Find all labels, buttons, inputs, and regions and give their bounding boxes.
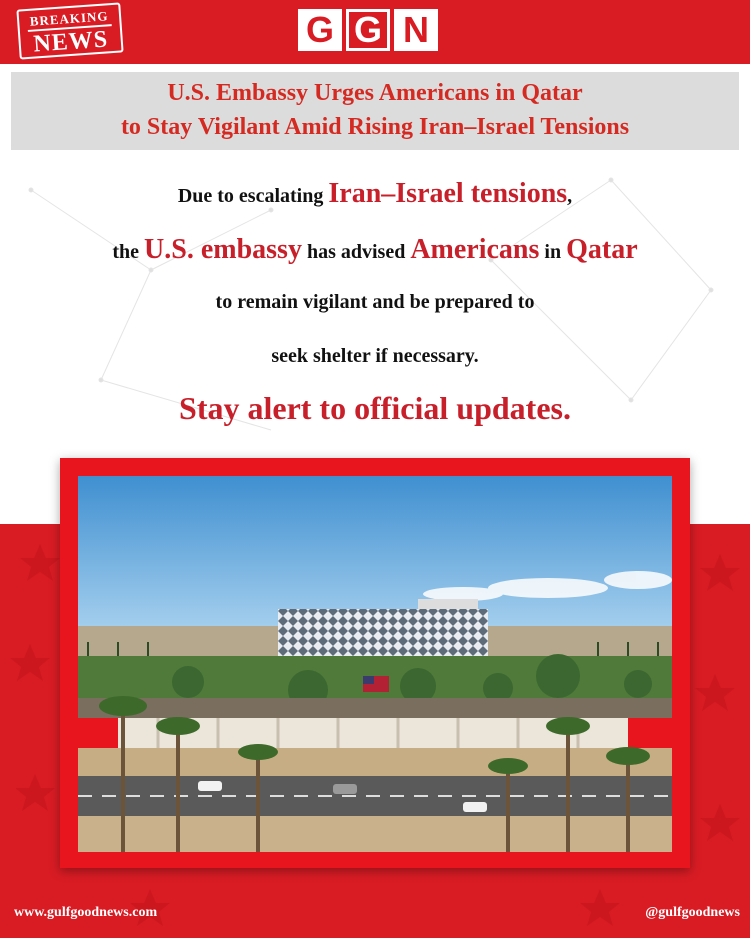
- social-handle[interactable]: @gulfgoodnews: [645, 905, 740, 920]
- stamp-line2: NEWS: [32, 26, 109, 58]
- body-line-3: to remain vigilant and be prepared to: [215, 291, 535, 313]
- embassy-building-photo: [78, 476, 672, 852]
- highlight-text: Qatar: [566, 234, 638, 265]
- highlight-text: Americans: [410, 234, 540, 265]
- highlight-text: U.S. embassy: [144, 234, 302, 265]
- ggn-logo: [298, 9, 438, 51]
- breaking-news-stamp: [16, 2, 123, 59]
- body-line-4: seek shelter if necessary.: [271, 345, 479, 367]
- website-link[interactable]: www.gulfgoodnews.com: [14, 905, 158, 920]
- body-text: the: [112, 241, 145, 263]
- body-text: Due to escalating: [177, 185, 329, 207]
- desert-landscape: [78, 748, 672, 776]
- car: [463, 802, 487, 812]
- headline-line1: U.S. Embassy Urges Americans in Qatar: [167, 80, 583, 106]
- highlight-text: Iran–Israel tensions: [328, 178, 568, 209]
- logo-letter-2: G: [346, 9, 390, 51]
- car: [198, 781, 222, 791]
- call-to-action: Stay alert to official updates.: [179, 390, 571, 426]
- body-text: has advised: [301, 241, 411, 263]
- logo-letter-1: G: [298, 9, 342, 51]
- headline: [11, 76, 739, 144]
- car: [333, 784, 357, 794]
- body-line-1: [11, 178, 739, 210]
- sidewalk: [78, 816, 672, 852]
- body-text: in: [539, 241, 567, 263]
- headline-line2: to Stay Vigilant Amid Rising Iran–Israel Tensions: [120, 114, 630, 140]
- body-text: ,: [567, 185, 573, 207]
- logo-letter-3: N: [394, 9, 438, 51]
- stamp-line1: BREAKING: [27, 8, 112, 32]
- canopy-roof: [78, 698, 672, 718]
- body-line-2: [11, 234, 739, 266]
